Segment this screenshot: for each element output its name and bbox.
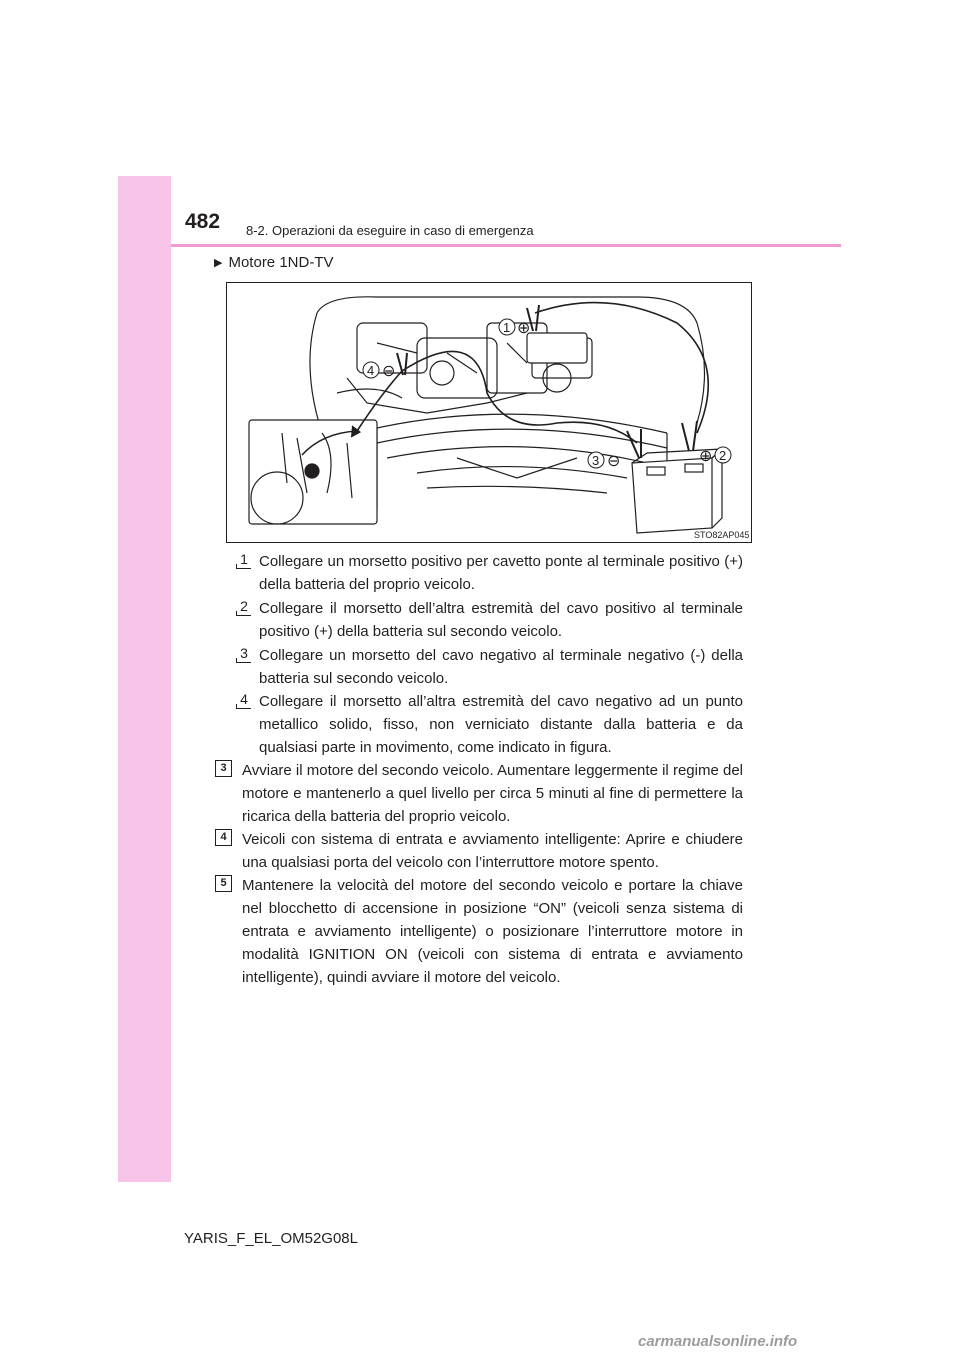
figure-code: STO82AP045 xyxy=(694,530,750,540)
jump-start-illustration xyxy=(226,282,752,543)
substep-1-text: Collegare un morsetto positivo per cavetto ponte al terminale positivo (+) della batteria del proprio veicolo. xyxy=(259,553,743,593)
step-5-number: 5 xyxy=(215,875,232,892)
substep-1-marker: 1 xyxy=(237,552,251,567)
subheading-text: Motore 1ND-TV xyxy=(228,254,334,271)
document-code: YARIS_F_EL_OM52G08L xyxy=(184,1230,358,1247)
page-number: 482 xyxy=(185,210,221,233)
callout-1-sign: ⊕ xyxy=(517,320,531,337)
callout-1-number: 1 xyxy=(503,320,511,335)
substep-3-marker: 3 xyxy=(237,646,251,661)
step-3-number: 3 xyxy=(215,760,232,777)
substep-2-marker: 2 xyxy=(237,599,251,614)
chapter-sidebar-tab xyxy=(118,176,171,1182)
bullet-triangle-icon: ▶ xyxy=(214,257,223,269)
callout-2-sign: ⊕ xyxy=(699,448,713,465)
site-watermark: carmanualsonline.info xyxy=(638,1333,798,1350)
callout-2-number: 2 xyxy=(719,448,727,463)
callout-4-sign: ⊖ xyxy=(382,363,396,380)
engine-bay-drawing xyxy=(227,283,751,542)
substep-4-text: Collegare il morsetto all’altra estremità del cavo negativo ad un punto metallico solido, fisso, non verniciato distante dalla batteria e da qualsiasi parte in movimento, come indicato in figura. xyxy=(259,693,743,756)
callout-3-number: 3 xyxy=(592,453,600,468)
step-3-text: Avviare il motore del secondo veicolo. Aumentare leggermente il regime del motore e mantenerlo a quel livello per circa 5 minuti al fine di permettere la ricarica della batteria del proprio veicolo. xyxy=(242,762,743,825)
substep-3-text: Collegare un morsetto del cavo negativo al terminale negativo (-) della batteria sul secondo veicolo. xyxy=(259,647,743,687)
section-title: 8-2. Operazioni da eseguire in caso di emergenza xyxy=(246,223,534,238)
callout-3-sign: ⊖ xyxy=(607,453,621,470)
step-4-number: 4 xyxy=(215,829,232,846)
step-5-text: Mantenere la velocità del motore del secondo veicolo e portare la chiave nel blocchetto di accensione in posizione “ON” (veicoli senza sistema di entrata e avviamento intelligente) o posizionare l’interruttore motore in modalità IGNITION ON (veicoli con sistema di entrata e avviamento intelligente), quindi avviare il motore del veicolo. xyxy=(242,877,743,986)
header-divider xyxy=(171,244,841,247)
substep-2-text: Collegare il morsetto dell’altra estremità del cavo positivo al terminale positivo (+) della batteria sul secondo veicolo. xyxy=(259,600,743,640)
callout-4-number: 4 xyxy=(367,363,375,378)
substep-4-marker: 4 xyxy=(237,692,251,707)
engine-subheading xyxy=(214,254,334,271)
step-4-text: Veicoli con sistema di entrata e avviamento intelligente: Aprire e chiudere una qualsiasi porta del veicolo con l’interruttore motore spento. xyxy=(242,831,743,871)
